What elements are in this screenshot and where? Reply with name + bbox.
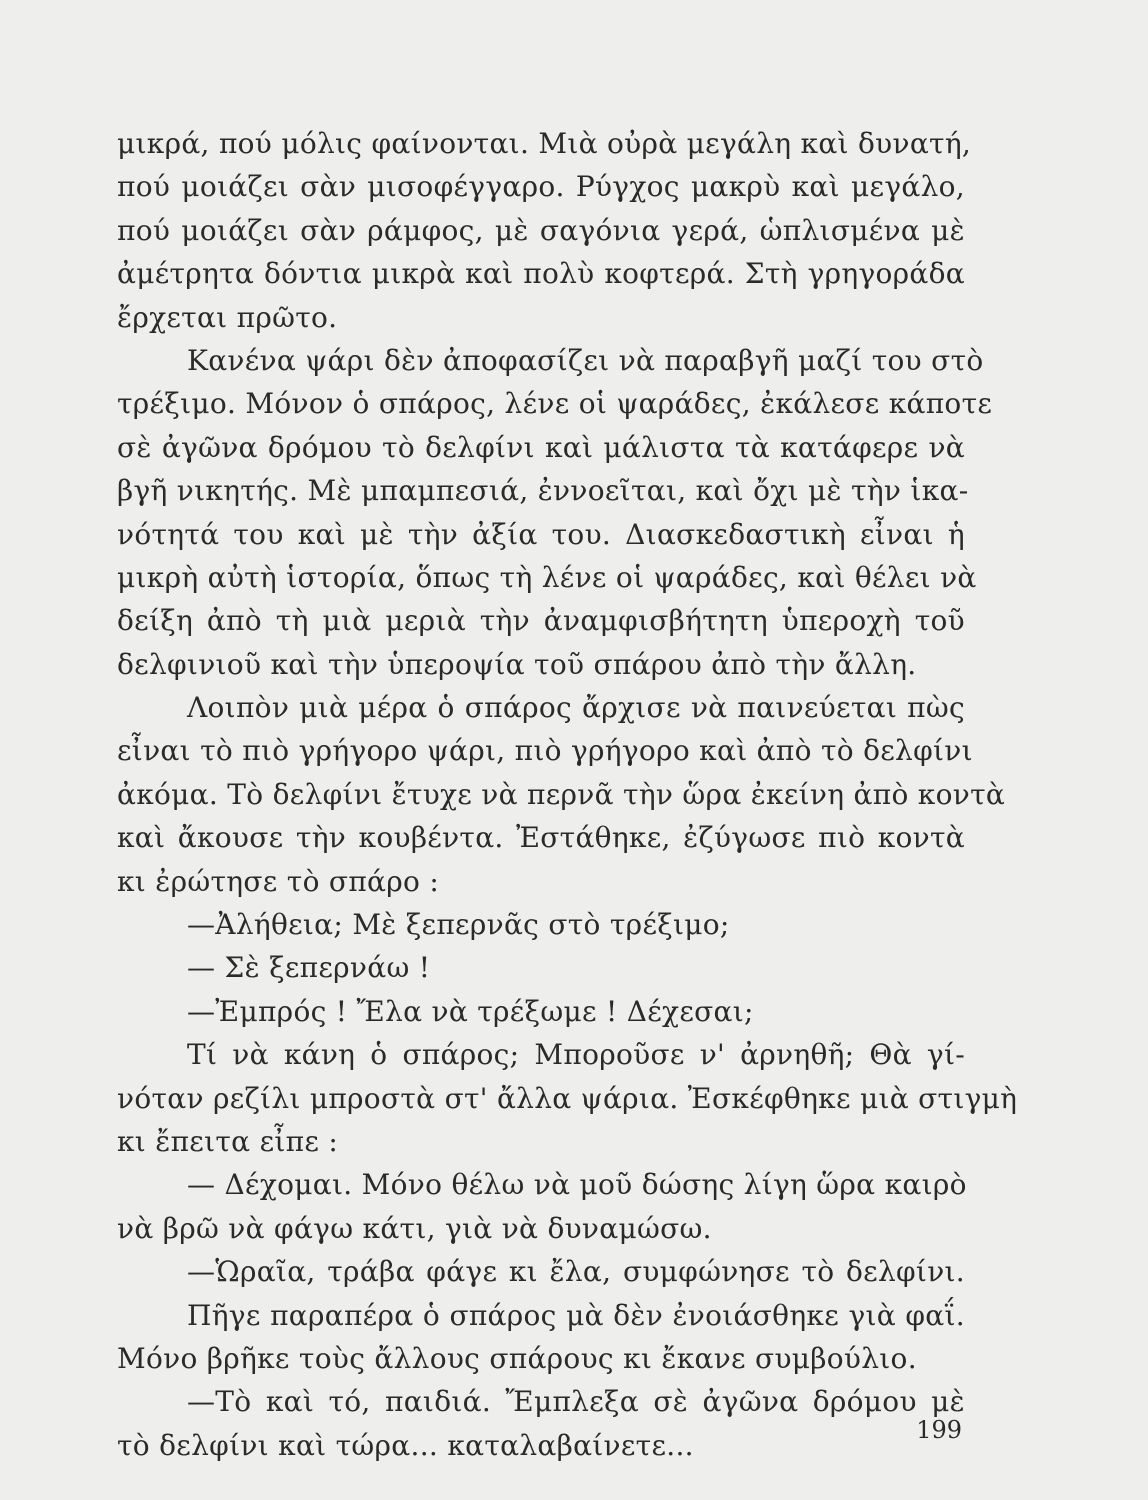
text-line: τρέξιμο. Μόνον ὁ σπάρος, λένε οἱ ψαράδες, ἐκάλεσε κάποτε bbox=[117, 387, 993, 421]
text-line: καὶ ἄκουσε τὴν κουβέντα. Ἐστάθηκε, ἐζύγωσε πιὸ κοντὰ bbox=[117, 821, 965, 855]
text-line: σὲ ἀγῶνα δρόμου τὸ δελφίνι καὶ μάλιστα τὰ κατάφερε νὰ bbox=[117, 430, 965, 464]
text-line: βγῆ νικητής. Μὲ μπαμπεσιά, ἐννοεῖται, καὶ ὄχι μὲ τὴν ἱκα- bbox=[117, 474, 969, 508]
text-line: νότητά του καὶ μὲ τὴν ἀξία του. Διασκεδαστικὴ εἶναι ἡ bbox=[117, 517, 965, 551]
text-line: —Ἐμπρός ! Ἔλα νὰ τρέξωμε ! Δέχεσαι; bbox=[187, 994, 754, 1028]
text-line: μικρά, πού μόλις φαίνονται. Μιὰ οὐρὰ μεγάλη καὶ δυνατή, bbox=[117, 127, 972, 160]
text-line: δείξη ἀπὸ τὴ μιὰ μεριὰ τὴν ἀναμφισβήτητη ὑπεροχὴ τοῦ bbox=[117, 604, 965, 638]
text-line: μικρὴ αὐτὴ ἱστορία, ὅπως τὴ λένε οἱ ψαράδες, καὶ θέλει νὰ bbox=[117, 560, 977, 594]
text-line: κι ἐρώτησε τὸ σπάρο : bbox=[117, 864, 440, 898]
text-line: —Ὡραῖα, τράβα φάγε κι ἔλα, συμφώνησε τὸ δελφίνι. bbox=[187, 1255, 965, 1289]
page-number: 199 bbox=[916, 1416, 962, 1444]
text-line: Τί νὰ κάνη ὁ σπάρος; Μποροῦσε ν' ἀρνηθῆ; Θὰ γί- bbox=[187, 1038, 965, 1072]
body-text bbox=[117, 122, 1018, 1467]
text-line: Λοιπὸν μιὰ μέρα ὁ σπάρος ἄρχισε νὰ παινεύεται πὼς bbox=[187, 691, 965, 725]
text-line: νὰ βρῶ νὰ φάγω κάτι, γιὰ νὰ δυναμώσω. bbox=[117, 1211, 712, 1245]
text-line: ἔρχεται πρῶτο. bbox=[117, 300, 338, 334]
text-line: — Δέχομαι. Μόνο θέλω νὰ μοῦ δώσης λίγη ὥρα καιρὸ bbox=[187, 1168, 967, 1202]
text-line: —Ἀλήθεια; Μὲ ξεπερνᾶς στὸ τρέξιμο; bbox=[187, 908, 730, 942]
text-line: νόταν ρεζίλι μπροστὰ στ' ἄλλα ψάρια. Ἐσκέφθηκε μιὰ στιγμὴ bbox=[117, 1081, 1018, 1115]
text-line: ἀμέτρητα δόντια μικρὰ καὶ πολὺ κοφτερά. Στὴ γρηγοράδα bbox=[117, 257, 965, 291]
text-line: Πῆγε παραπέρα ὁ σπάρος μὰ δὲν ἐνοιάσθηκε γιὰ φαΐ. bbox=[187, 1298, 965, 1332]
text-line: ἀκόμα. Τὸ δελφίνι ἔτυχε νὰ περνᾶ τὴν ὥρα ἐκείνη ἀπὸ κοντὰ bbox=[117, 777, 1006, 811]
text-line: δελφινιοῦ καὶ τὴν ὑπεροψία τοῦ σπάρου ἀπὸ τὴν ἄλλη. bbox=[117, 647, 917, 681]
text-line: —Τὸ καὶ τό, παιδιά. Ἔμπλεξα σὲ ἀγῶνα δρόμου μὲ bbox=[187, 1385, 965, 1419]
text-line: πού μοιάζει σὰν ράμφος, μὲ σαγόνια γερά, ὡπλισμένα μὲ bbox=[117, 213, 965, 247]
text-line: Μόνο βρῆκε τοὺς ἄλλους σπάρους κι ἔκανε συμβούλιο. bbox=[117, 1341, 917, 1375]
text-line: κι ἔπειτα εἶπε : bbox=[117, 1124, 339, 1158]
text-line: Κανένα ψάρι δὲν ἀποφασίζει νὰ παραβγῆ μαζί του στὸ bbox=[187, 343, 984, 377]
text-line: πού μοιάζει σὰν μισοφέγγαρο. Ρύγχος μακρὺ καὶ μεγάλο, bbox=[117, 170, 965, 204]
text-line: εἶναι τὸ πιὸ γρήγορο ψάρι, πιὸ γρήγορο καὶ ἀπὸ τὸ δελφίνι bbox=[117, 734, 973, 768]
text-line: — Σὲ ξεπερνάω ! bbox=[187, 951, 431, 985]
text-line: τὸ δελφίνι καὶ τώρα... καταλαβαίνετε... bbox=[117, 1428, 694, 1462]
